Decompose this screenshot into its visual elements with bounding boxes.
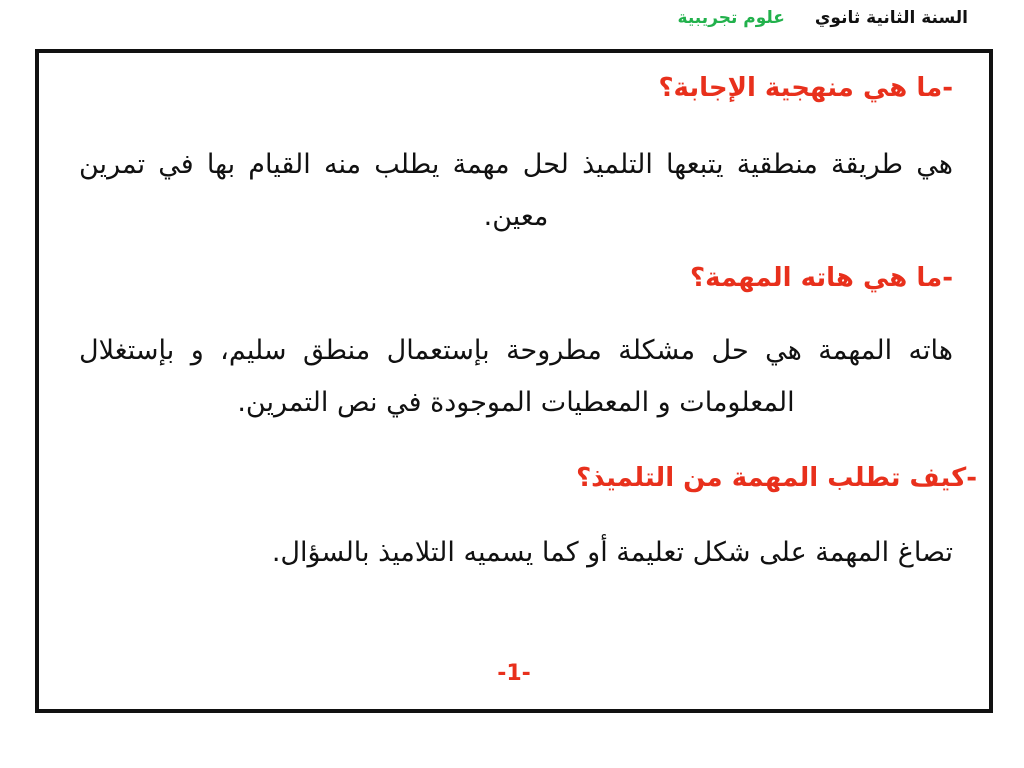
question-how-task-asked: -كيف تطلب المهمة من التلميذ؟	[576, 463, 977, 493]
grade-label: السنة الثانية ثانوي	[814, 8, 968, 28]
answer-methodology: هي طريقة منطقية يتبعها التلميذ لحل مهمة يطلب منه القيام بها في تمرين معين.	[79, 149, 953, 232]
answer-how-task-asked: تصاغ المهمة على شكل تعليمة أو كما يسميه التلاميذ بالسؤال.	[271, 537, 953, 568]
question-methodology: -ما هي منهجية الإجابة؟	[658, 73, 953, 103]
question-task: -ما هي هاته المهمة؟	[689, 263, 953, 293]
stream-label: علوم تجريبية	[677, 8, 785, 28]
content-frame	[35, 49, 993, 713]
page-number: -1-	[497, 661, 531, 686]
answer-task: هاته المهمة هي حل مشكلة مطروحة بإستعمال منطق سليم، و بإستغلال المعلومات و المعطيات الموجودة في نص التمرين.	[79, 335, 953, 418]
page-header	[678, 8, 968, 28]
